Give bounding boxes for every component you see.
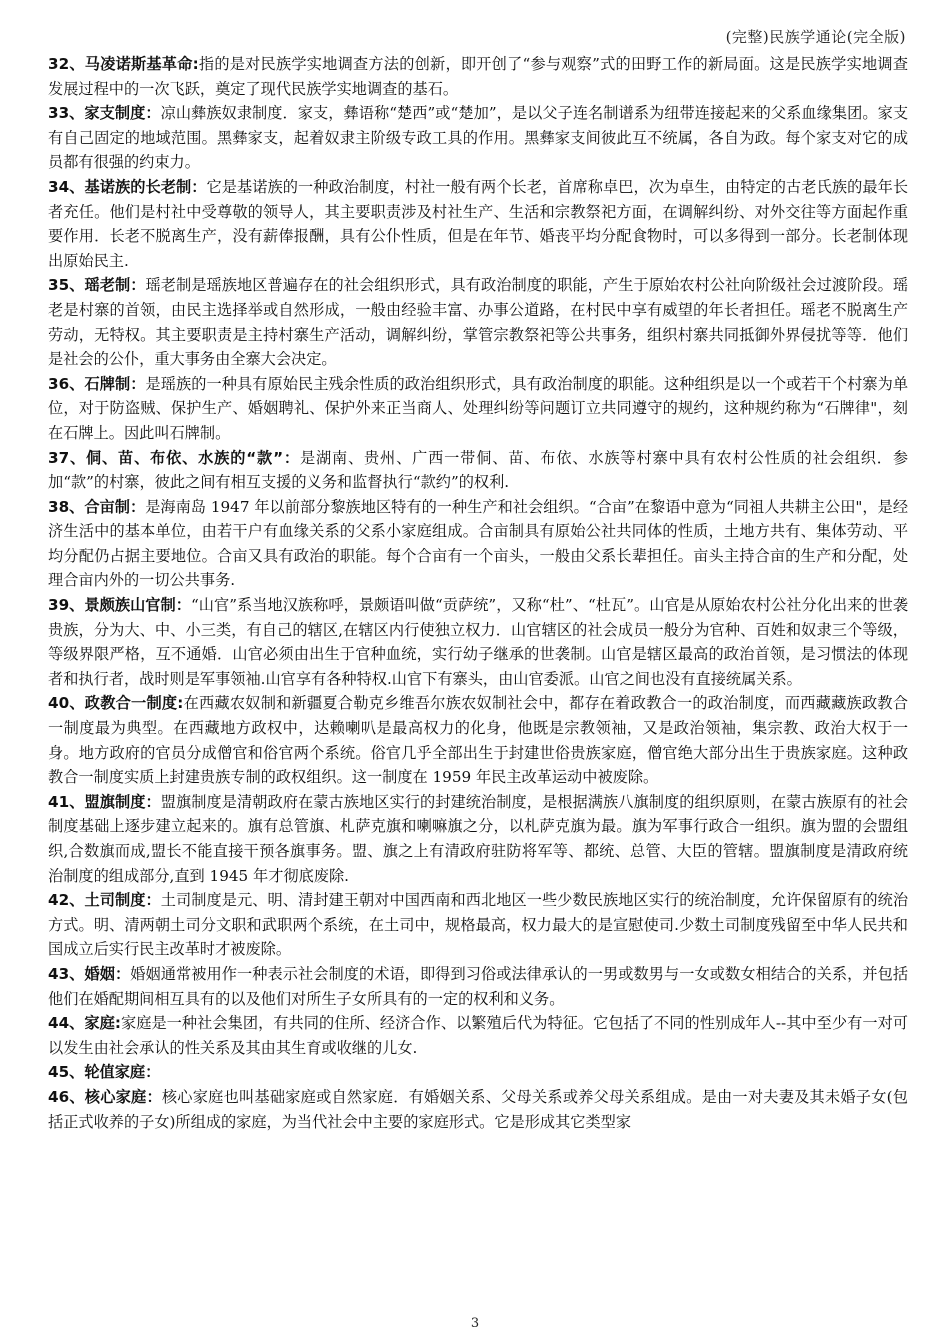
entry-37 — [48, 446, 908, 495]
entry-separator: ： — [191, 177, 207, 196]
entry-36 — [48, 372, 908, 446]
document-body — [48, 52, 908, 1134]
entry-separator: : — [177, 694, 184, 713]
entry-40 — [48, 691, 908, 789]
entry-term: 46、核心家庭 — [48, 1087, 147, 1106]
entry-32 — [48, 52, 908, 101]
entry-46 — [48, 1085, 908, 1134]
entry-separator: : — [114, 1014, 121, 1033]
entry-definition: 指的是对民族学实地调查方法的创新，即开创了“参与观察”式的田野工作的新局面。这是民族学实地调查发展过程中的一次飞跃，奠定了现代民族学实地调查的基石。 — [48, 55, 909, 98]
entry-term: 45、轮值家庭 — [48, 1063, 146, 1082]
entry-definition: 家庭是一种社会集团，有共同的住所、经济合作、以繁殖后代为特征。它包括了不同的性别成年人--其中至少有一对可以发生由社会承认的性关系及其由其生育或收继的儿女. — [48, 1014, 908, 1057]
entry-separator: ： — [175, 596, 191, 615]
entry-term: 41、盟旗制度 — [48, 792, 146, 811]
entry-definition: 是海南岛 1947 年以前部分黎族地区特有的一种生产和社会组织。“合亩”在黎语中意为“同祖人共耕主公田"，是经济生活中的基本单位，由若干户有血缘关系的父系小家庭组成。合亩制具有原始公社共同体的性质，土地方共有、集体劳动、平均分配仍占据主要地位。合亩又具有政治的职能。每个合亩有一个亩头，一般由父系长辈担任。亩头主持合亩的生产和分配，处理合亩内外的一切公共事务. — [48, 497, 909, 590]
entry-definition: 是湖南、贵州、广西一带侗、苗、布依、水族等村寨中具有农村公性质的社会组织．参加“款”的村寨，彼此之间有相互支援的义务和监督执行“款约”的权利. — [48, 448, 909, 492]
entry-38 — [48, 495, 908, 593]
entry-41 — [48, 790, 908, 888]
entry-definition: “山官”系当地汉族称呼，景颇语叫做“贡萨统”，又称“杜”、“杜瓦”。山官是从原始农村公社分化出来的世袭贵族，分为大、中、小三类，有自己的辖区,在辖区内行使独立权力．山官辖区的社会成员一般分为官种、百姓和奴隶三个等级，等级界限严格，互不通婚．山官必须由出生于官种血统，实行幼子继承的世袭制。山官是辖区最高的政治首领，是习惯法的体现者和执行者，战时则是军事领袖.山官享有各种特权.山官下有寨头，由山官委派。山官之间也没有直接统属关系。 — [48, 596, 909, 688]
entry-separator: ： — [145, 891, 161, 910]
entry-definition: 婚姻通常被用作一种表示社会制度的术语，即得到习俗或法律承认的一男或数男与一女或数女相结合的关系，并包括他们在婚配期间相互具有的以及他们对所生子女所具有的一定的权利和义务。 — [48, 964, 909, 1008]
entry-42 — [48, 888, 908, 962]
entry-term: 37、侗、苗、布依、水族的“款” — [48, 448, 284, 467]
entry-34 — [48, 175, 908, 273]
entry-definition: 在西藏农奴制和新疆夏合勒克乡维吾尔族农奴制社会中，都存在着政教合一的政治制度，而西藏藏族政教合一制度最为典型。在西藏地方政权中，达赖喇叭是最高权力的化身，他既是宗教领袖，又是政治领袖，集宗教、政治大权于一身。地方政府的官员分成僧官和俗官两个系统。俗官几乎全部出生于封建世俗贵族家庭，僧官绝大部分出生于贵族家庭。这种政教合一制度实质上封建贵族专制的政权组织。这一制度在 1959 年民主改革运动中被废除。 — [48, 694, 909, 787]
entry-term: 34、基诺族的长老制 — [48, 177, 192, 196]
entry-43 — [48, 962, 908, 1011]
entry-definition: 盟旗制度是清朝政府在蒙古族地区实行的封建统治制度，是根据满族八旗制度的组织原则，在蒙古族原有的社会制度基础上逐步建立起来的。旗有总管旗、札萨克旗和喇嘛旗之分，以札萨克旗为最。旗为军事行政合一组织。旗为盟的会盟组织,合数旗而成,盟长不能直接干预各旗事务。盟、旗之上有清政府驻防将军等、都统、总管、大臣的管辖。盟旗制度是清政府统治制度的组成部分,直到 1945 年才彻底废除. — [48, 792, 909, 885]
page-number: 3 — [470, 1316, 480, 1331]
document-header: (完整)民族学通论(完全版) — [725, 28, 906, 46]
entry-term: 43、婚姻 — [48, 964, 115, 983]
entry-term: 32、马凌诺斯基革命 — [48, 55, 193, 73]
entry-term: 35、瑶老制 — [48, 276, 131, 295]
entry-term: 39、景颇族山官制 — [48, 596, 176, 615]
entry-separator: ： — [145, 104, 161, 123]
entry-separator: ： — [146, 1087, 162, 1106]
entry-separator: ： — [145, 792, 161, 811]
entry-definition: 是瑶族的一种具有原始民主残余性质的政治组织形式，具有政治制度的职能。这种组织是以一个或若干个村寨为单位，对于防盗贼、保护生产、婚姻聘礼、保护外来正当商人、处理纠纷等问题订立共同遵守的规约，这种规约称为“石牌律"，刻在石牌上。因此叫石牌制。 — [48, 374, 909, 442]
entry-term: 33、家支制度 — [48, 104, 146, 123]
entry-definition: 土司制度是元、明、清封建王朝对中国西南和西北地区一些少数民族地区实行的统治制度，允许保留原有的统治方式。明、清两朝土司分文职和武职两个系统，在土司中，规格最高，权力最大的是宣慰使司.少数土司制度残留至中华人民共和国成立后实行民主改革时才被废除。 — [48, 891, 909, 959]
entry-separator: ： — [114, 964, 131, 983]
entry-term: 42、土司制度 — [48, 891, 146, 910]
entry-44 — [48, 1011, 908, 1060]
entry-term: 40、政教合一制度 — [48, 694, 178, 713]
entry-definition: 它是基诺族的一种政治制度，村社一般有两个长老，首席称卓巴，次为卓生，由特定的古老氏族的最年长者充任。他们是村社中受尊敬的领导人，其主要职责涉及村社生产、生活和宗教祭祀方面，在调解纠纷、对外交往等方面起作重要作用．长老不脱离生产，没有薪俸报酬，具有公仆性质，但是在年节、婚丧平均分配食物时，可以多得到一部分。长老制体现出原始民主. — [48, 177, 909, 270]
entry-45 — [48, 1060, 908, 1085]
entry-definition: 核心家庭也叫基础家庭或自然家庭．有婚姻关系、父母关系或养父母关系组成。是由一对夫妻及其未婚子女(包括正式收养的子女)所组成的家庭，为当代社会中主要的家庭形式。它是形成其它类型家 — [48, 1087, 908, 1131]
entry-term: 36、石牌制 — [48, 374, 131, 393]
entry-definition: 凉山彝族奴隶制度．家支，彝语称“楚西”或“楚加”，是以父子连名制谱系为纽带连接起来的父系血缘集团。家支有自己固定的地域范围。黑彝家支，起着奴隶主阶级专政工具的作用。黑彝家支间彼此互不统属，各自为政。每个家支对它的成员都有很强的约束力。 — [48, 104, 909, 172]
entry-separator: ： — [145, 1063, 161, 1082]
entry-35 — [48, 273, 908, 371]
entry-term: 38、合亩制 — [48, 497, 130, 516]
entry-term: 44、家庭 — [48, 1014, 115, 1033]
entry-33 — [48, 101, 908, 175]
entry-39 — [48, 593, 908, 691]
entry-separator: : — [192, 55, 199, 73]
entry-separator: ： — [130, 374, 146, 393]
entry-separator: ： — [283, 448, 300, 467]
entry-separator: ： — [129, 497, 146, 516]
entry-definition: 瑶老制是瑶族地区普遍存在的社会组织形式，具有政治制度的职能，产生于原始农村公社向阶级社会过渡阶段。瑶老是村寨的首领，由民主选择举或自然形成，一般由经验丰富、办事公道路，在村民中享有威望的年长者担任。瑶老不脱离生产劳动，无特权。其主要职责是主持村寨生产活动，调解纠纷，掌管宗教祭祀等公共事务，组织村寨共同抵御外界侵扰等等．他们是社会的公仆，重大事务由全寨大会决定。 — [48, 276, 909, 369]
entry-separator: ： — [130, 276, 146, 295]
